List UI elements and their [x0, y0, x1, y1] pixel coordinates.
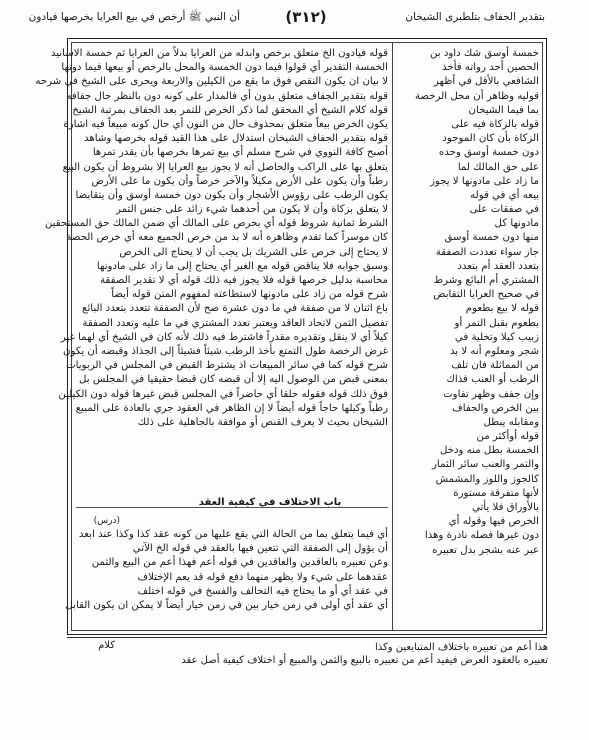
column-divider	[392, 42, 393, 631]
commentary-line: رطباً وكيلها حاجاً قوله أيضاً لا إن الظاهر في العقود جري بالعادة على المبيع	[75, 402, 388, 414]
margin-line: الحصين أحد رواته فأخذ	[442, 62, 539, 74]
section-line: أي فيما يتعلق بما من الحالة التي يقع عليها من كونه عقد كذا وكذا عند ابعد	[78, 529, 388, 540]
commentary-line: قوله بتقدير الجفاف الشيخان استدلال على هذا القيد قوله بخرصها وشاهد	[84, 133, 388, 145]
section-title: باب الاختلاف في كيفية العقد	[198, 497, 342, 508]
margin-line: مادونها كل	[494, 218, 539, 230]
section-line: عقدهما على شيء ولا يظهر منهما دفع قوله قد يعم الإختلاف	[137, 571, 388, 583]
margin-line: زبيب كيلا وتخلية في	[454, 331, 539, 343]
header-left-title: أن النبي ﷺ أرخص في بيع العرايا بخرصها فيادون	[28, 11, 240, 23]
margin-line: الزكاة بأن كان الموجود	[442, 133, 539, 145]
section-text	[65, 528, 388, 613]
margin-line: ما زاد على مادونها لا يجوز	[429, 175, 539, 187]
section-line: أن يؤول إلى الصفقة التي تتعين فيها بالعقد في قوله الخ الآتي	[132, 543, 388, 555]
section-line: أي عقد أي أولى في زمن خيار بين في زمن خيار أيضاً لا يمكن ان يكون القابل	[65, 599, 388, 611]
commentary-line: باع اثنان لا من صفقة في ما دون عشرة صح لأن الصفقة تتعدد بتعدد البائع	[82, 303, 388, 315]
margin-line: الخرص فيها وقوله أي	[448, 516, 539, 528]
commentary-line: شرح قوله كما في سائر المبيعات اذ يشترط القبض في المجلس في الربويات	[66, 360, 388, 372]
commentary-line: الشرط ثمانية شروط قوله أي بخرص على المالك أي ضمن المالك حق المستحقين	[44, 218, 388, 230]
margin-line: ومقابله يبطل	[483, 416, 539, 428]
section-line: في عقد أي أو ما يحتاج فيه التحالف والفسخ في قوله اختلف	[137, 585, 388, 597]
page-header	[28, 8, 545, 32]
commentary-line: لا بيان ان يكون النقص فوق ما يقع من الكيلين والاربعة ويحرى على الشيخ في شرحه	[35, 76, 388, 88]
margin-line: خمسة أوسق شك داود بن	[429, 48, 539, 59]
commentary-line: قوله كلام الشيخ أي المحقق لما ذكر الخرص للتمر بعد الجفاف بمرتبة الشيخ	[72, 104, 388, 116]
commentary-line: يكون الخرص بيعاً متعلق بمحذوف حال من النون أي حال كونه مبيعاً فيه اشارة	[63, 118, 388, 130]
margin-line: بما فيما الشيخان	[468, 104, 539, 116]
commentary-line: فوق ذلك قوله فقوله حلقا أي حاضراً في المجلس قبض غيرها قوله دون الكيلين	[58, 388, 388, 400]
commentary-line: كان موسراً كما تقدم وظاهره أنه لا بد من خرص الجميع معه أي خرص الحصة	[66, 232, 388, 244]
margin-line: والتمر والعنب سائر الثمار	[431, 459, 539, 471]
margin-line: في صحيح العرايا التقابض	[433, 289, 539, 301]
margin-line: دون خمسة أوسق وحده	[438, 147, 539, 159]
commentary-line: غرض الرخصة طول التمتع بأخذ الرطب شيئاً فشيئاً إلى الجذاذ وقبضه أن يكون	[62, 345, 388, 357]
header-right-title: بتقدير الجفاف بتلطبرى الشيخان	[405, 11, 545, 23]
margin-line: بتعدد العقد أم بتعدد	[457, 260, 539, 272]
footer-line: هذا أعم من تعبيره باختلاف المتبايعين وكذا	[374, 642, 548, 653]
margin-line: قوليه وظاهر أن محل الرخصة	[414, 90, 539, 102]
commentary-line: قوله فيادون الخ متعلق برخص وابدله من العرايا بدلاً من العرايا ثم خمسة الاسانيد	[50, 48, 388, 59]
commentary-line: شرح قوله من زاد على مادونها لاستطاعته لمفهوم المتن قوله أيضاً	[111, 289, 388, 301]
margin-line: بطعوم بقبل التمر أو	[454, 317, 539, 329]
commentary-line: يكون الرطب على رؤوس الأشجار وأن يكون دون خمسة أوسق وأن يتقابضا	[75, 189, 388, 201]
margin-line: عبر عنه بشجر بدل تعبيره	[432, 544, 539, 556]
margin-line: بين الخرص والجفاف	[452, 402, 539, 414]
margin-line: قوله لا بيع بطعوم	[465, 303, 539, 315]
margin-line: بيعه أي في قوله	[470, 189, 539, 201]
section-line: وعن تعبيره بالعاقدين والعاقدين في قوله أعم فهذا أعم من البيع والثمن	[91, 557, 388, 569]
margin-line: دون غيرها فصله نادرة وهذا	[424, 530, 539, 542]
main-commentary-column	[35, 47, 388, 430]
commentary-line: محاسبة بدليل خرصها قوله فلا يجوز فيه ذلك قوله أي لا تقدير الصفقة	[99, 275, 388, 286]
commentary-line: قوله بتقدير الجفاف متعلق بدون أي فالمدار على كونه دون بالنظر حال جفافه	[66, 90, 388, 102]
margin-line: من المماثلة فان تلف	[451, 360, 539, 372]
margin-line: منها دون خمسة أوسق	[444, 232, 539, 244]
commentary-line: الخمسة التقدير أي قولوا فيما دون الخمسة والمحل بالرخص أو بيعها فيما دونها	[61, 62, 388, 74]
margin-line: قوله أوأكثر من	[476, 431, 539, 443]
margin-line: الشافعي بالأقل في أظهر	[433, 76, 539, 88]
page-number: (٣١٢)	[285, 8, 327, 26]
commentary-line: الشيخان بحيث لا يعرف القنص أو موافقة بالجاهلية على ذلك	[137, 416, 388, 428]
footer-divider	[67, 637, 547, 638]
commentary-line: يتعلق بها على الراكب والحاصل أنه لا يجوز بيع العرايا إلا بشروط أن يكون البيع	[62, 161, 388, 173]
margin-line: في صفقات على	[469, 204, 539, 216]
section-badge: (درس)	[93, 516, 120, 526]
margin-line: شجر ومعلوم أنه لا بد	[449, 345, 539, 357]
margin-line: كالجوز واللوز والمشمش	[435, 473, 539, 485]
margin-line: المشتري أم البائع وشرط	[433, 275, 539, 286]
footer-text	[118, 641, 548, 667]
margin-commentary-column	[396, 47, 539, 558]
margin-line: الرطب أو العنب فذاك	[446, 374, 539, 386]
commentary-line: أصبح كافة النووي في شرح مسلم أي بيع تمرها بخرصها بأن يقدر تمرها	[92, 147, 388, 159]
commentary-line: كيلاً أي لا ينقل وتقديره مقدراً فاشترط فيه ذلك لأنه كان في الشيخ أي لهما غير	[60, 331, 388, 343]
margin-line: قوله بالزكاة فيه على	[451, 118, 539, 130]
margin-line: لأنها متفرقة مستورة	[453, 487, 539, 499]
margin-line: على حق المالك لما	[457, 161, 539, 173]
footer-line: تعبيره بالعقود العرض فيفيد أعم من تعبيره بالبيع والثمن والمبيع أو اختلاف كيفية أصل عقد	[181, 655, 548, 666]
commentary-line: تفصيل الثمن لاتحاد العاقد ويعتبر تعدد المشتري في ما عليه وتعدد الصفقة	[82, 317, 388, 329]
commentary-line: رطباً وأن يكون على الأرض مكيلاً والآخر خرصاً وأن يكون ما على الأرض	[91, 175, 388, 187]
catchword: كلام	[98, 640, 115, 651]
commentary-line: وسبق جوابه فلا يناقض قوله مع الغير أي يحتاج إلى ما زاد على مادونها	[96, 260, 388, 272]
margin-line: وإن جفف وظهر تفاوت	[443, 388, 539, 400]
commentary-line: بمعنى قبض من الوصول اليه إلا أن قبضه كان قبضا حقيقيا في المجلس بل	[79, 374, 388, 386]
commentary-line: لا يحتاج إلى خرص على الشريك بل يجب أن لا يحتاج الى الخرص	[119, 246, 388, 258]
commentary-line: لا يتعلق بزكاة وأن لا يكون من أحدهما شيء زائد على جنس التمر	[116, 204, 388, 216]
margin-line: جاز سواء تعددت الصفقة	[435, 246, 539, 258]
margin-line: بالأوراق فلا يأتي	[471, 502, 539, 513]
margin-line: الخمسة بطل منه ودخل	[439, 445, 539, 457]
